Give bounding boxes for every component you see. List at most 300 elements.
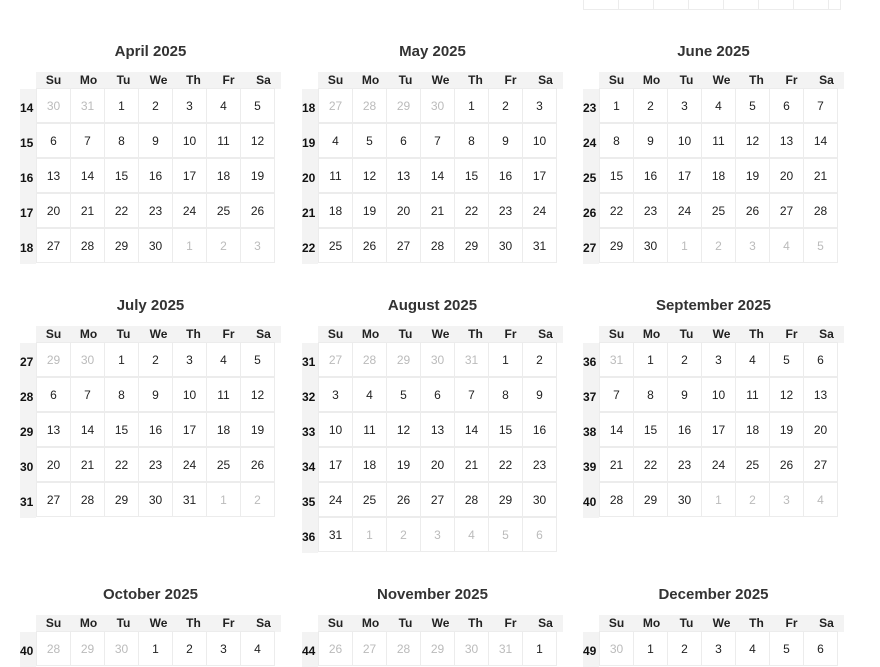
day-cell[interactable]: 21 <box>420 193 455 228</box>
day-cell[interactable]: 20 <box>420 447 455 482</box>
day-cell[interactable]: 2 <box>138 88 173 123</box>
day-cell[interactable]: 10 <box>318 412 353 447</box>
day-cell[interactable]: 4 <box>701 88 736 123</box>
day-cell-outside-month[interactable]: 30 <box>70 342 105 377</box>
day-cell[interactable]: 29 <box>104 228 139 263</box>
day-cell[interactable]: 1 <box>522 631 557 666</box>
day-cell[interactable]: 15 <box>488 412 523 447</box>
weekday-header: Su <box>318 72 353 89</box>
day-cell[interactable]: 14 <box>420 158 455 193</box>
day-cell[interactable]: 19 <box>386 447 421 482</box>
day-cell[interactable]: 20 <box>769 158 804 193</box>
day-cell[interactable]: 24 <box>522 193 557 228</box>
week-row <box>302 194 563 229</box>
day-cell[interactable]: 22 <box>488 447 523 482</box>
day-cell[interactable]: 13 <box>36 158 71 193</box>
week-row <box>583 159 844 194</box>
week-row <box>583 632 844 667</box>
stub-cell <box>759 0 794 10</box>
day-cell[interactable]: 10 <box>172 123 207 158</box>
day-cell-outside-month[interactable]: 2 <box>240 482 275 517</box>
day-cell[interactable]: 30 <box>667 482 702 517</box>
day-cell[interactable]: 9 <box>633 123 668 158</box>
day-cell[interactable]: 5 <box>240 88 275 123</box>
day-cell[interactable]: 26 <box>240 447 275 482</box>
weekday-header-row <box>20 615 281 632</box>
day-cell-outside-month[interactable]: 31 <box>454 342 489 377</box>
day-cell[interactable]: 12 <box>240 123 275 158</box>
week-number: 19 <box>302 124 318 159</box>
day-cell[interactable]: 14 <box>70 412 105 447</box>
weekday-header: Th <box>739 72 774 89</box>
day-cell[interactable]: 3 <box>701 631 736 666</box>
day-cell-outside-month[interactable]: 1 <box>667 228 702 263</box>
day-cell[interactable]: 20 <box>803 412 838 447</box>
day-cell[interactable]: 4 <box>735 342 770 377</box>
day-cell[interactable]: 7 <box>803 88 838 123</box>
day-cell[interactable]: 8 <box>633 377 668 412</box>
day-cell[interactable]: 27 <box>386 228 421 263</box>
day-cell-outside-month[interactable]: 4 <box>769 228 804 263</box>
day-cell[interactable]: 4 <box>206 88 241 123</box>
month-7 <box>20 585 281 667</box>
day-cell[interactable]: 28 <box>70 482 105 517</box>
day-cell-outside-month[interactable]: 1 <box>206 482 241 517</box>
day-cell-outside-month[interactable]: 3 <box>240 228 275 263</box>
day-cell-outside-month[interactable]: 27 <box>352 631 387 666</box>
day-cell[interactable]: 15 <box>104 412 139 447</box>
week-number: 18 <box>20 229 36 264</box>
day-cell[interactable]: 13 <box>420 412 455 447</box>
day-cell[interactable]: 18 <box>318 193 353 228</box>
day-cell[interactable]: 3 <box>318 377 353 412</box>
weekday-header: Th <box>176 72 211 89</box>
day-cell[interactable]: 14 <box>599 412 634 447</box>
day-cell[interactable]: 3 <box>206 631 241 666</box>
day-cell-outside-month[interactable]: 1 <box>701 482 736 517</box>
day-cell[interactable]: 4 <box>352 377 387 412</box>
day-cell[interactable]: 22 <box>104 193 139 228</box>
day-cell-outside-month[interactable]: 2 <box>701 228 736 263</box>
day-cell[interactable]: 1 <box>633 342 668 377</box>
day-cell[interactable]: 11 <box>206 123 241 158</box>
day-cell[interactable]: 22 <box>599 193 634 228</box>
day-cell-outside-month[interactable]: 29 <box>386 342 421 377</box>
week-row <box>20 124 281 159</box>
day-cell-outside-month[interactable]: 30 <box>420 88 455 123</box>
day-cell-outside-month[interactable]: 2 <box>735 482 770 517</box>
weekday-header: We <box>704 615 739 632</box>
day-cell[interactable]: 24 <box>667 193 702 228</box>
weekday-header: Tu <box>106 72 141 89</box>
day-cell[interactable]: 30 <box>138 482 173 517</box>
day-cell[interactable]: 13 <box>36 412 71 447</box>
day-cell[interactable]: 29 <box>633 482 668 517</box>
weekday-header: Su <box>36 72 71 89</box>
day-cell[interactable]: 8 <box>599 123 634 158</box>
day-cell[interactable]: 2 <box>522 342 557 377</box>
day-cell[interactable]: 6 <box>36 123 71 158</box>
day-cell[interactable]: 12 <box>386 412 421 447</box>
day-cell[interactable]: 1 <box>488 342 523 377</box>
day-cell[interactable]: 18 <box>206 412 241 447</box>
day-cell[interactable]: 30 <box>522 482 557 517</box>
day-cell-outside-month[interactable]: 29 <box>36 342 71 377</box>
day-cell[interactable]: 5 <box>386 377 421 412</box>
week-number: 31 <box>20 483 36 518</box>
day-cell[interactable]: 23 <box>488 193 523 228</box>
day-cell[interactable]: 25 <box>206 193 241 228</box>
month-title: June 2025 <box>677 43 750 60</box>
day-cell[interactable]: 18 <box>701 158 736 193</box>
week-number: 37 <box>583 378 599 413</box>
day-cell[interactable]: 16 <box>138 158 173 193</box>
day-cell[interactable]: 6 <box>36 377 71 412</box>
week-number: 16 <box>20 159 36 194</box>
day-cell[interactable]: 15 <box>599 158 634 193</box>
day-cell-outside-month[interactable]: 1 <box>172 228 207 263</box>
weekday-header: Th <box>739 615 774 632</box>
day-cell[interactable]: 24 <box>172 447 207 482</box>
day-cell[interactable]: 25 <box>318 228 353 263</box>
month-grid <box>20 615 281 667</box>
day-cell[interactable]: 9 <box>522 377 557 412</box>
day-cell[interactable]: 28 <box>803 193 838 228</box>
day-cell[interactable]: 15 <box>104 158 139 193</box>
day-cell-outside-month[interactable]: 27 <box>318 342 353 377</box>
day-cell-outside-month[interactable]: 30 <box>104 631 139 666</box>
week-row <box>302 483 563 518</box>
day-cell[interactable]: 4 <box>240 631 275 666</box>
day-cell[interactable]: 6 <box>803 342 838 377</box>
day-cell[interactable]: 25 <box>352 482 387 517</box>
month-title: August 2025 <box>387 297 478 314</box>
day-cell[interactable]: 7 <box>420 123 455 158</box>
day-cell[interactable]: 6 <box>769 88 804 123</box>
day-cell[interactable]: 26 <box>735 193 770 228</box>
day-cell-outside-month[interactable]: 28 <box>352 88 387 123</box>
month-1 <box>20 42 281 264</box>
week-number: 38 <box>583 413 599 448</box>
day-cell[interactable]: 17 <box>318 447 353 482</box>
day-cell[interactable]: 20 <box>386 193 421 228</box>
day-cell[interactable]: 2 <box>667 342 702 377</box>
day-cell[interactable]: 8 <box>454 123 489 158</box>
day-cell[interactable]: 27 <box>769 193 804 228</box>
day-cell[interactable]: 14 <box>454 412 489 447</box>
day-cell[interactable]: 1 <box>633 631 668 666</box>
day-cell[interactable]: 25 <box>735 447 770 482</box>
day-cell[interactable]: 26 <box>386 482 421 517</box>
day-cell[interactable]: 15 <box>633 412 668 447</box>
day-cell-outside-month[interactable]: 27 <box>318 88 353 123</box>
day-cell-outside-month[interactable]: 31 <box>599 342 634 377</box>
weekday-header-row <box>583 72 844 89</box>
day-cell[interactable]: 15 <box>454 158 489 193</box>
day-cell[interactable]: 17 <box>522 158 557 193</box>
week-number-header <box>583 72 599 89</box>
week-row <box>583 448 844 483</box>
day-cell[interactable]: 18 <box>352 447 387 482</box>
day-cell-outside-month[interactable]: 28 <box>36 631 71 666</box>
week-row <box>302 632 563 667</box>
day-cell-outside-month[interactable]: 26 <box>318 631 353 666</box>
day-cell[interactable]: 23 <box>138 193 173 228</box>
month-title: April 2025 <box>114 43 187 60</box>
day-cell[interactable]: 25 <box>206 447 241 482</box>
day-cell[interactable]: 23 <box>138 447 173 482</box>
day-cell[interactable]: 6 <box>803 631 838 666</box>
day-cell-outside-month[interactable]: 3 <box>769 482 804 517</box>
day-cell-outside-month[interactable]: 5 <box>803 228 838 263</box>
day-cell[interactable]: 1 <box>104 342 139 377</box>
day-cell[interactable]: 22 <box>104 447 139 482</box>
day-cell-outside-month[interactable]: 29 <box>386 88 421 123</box>
day-cell[interactable]: 11 <box>318 158 353 193</box>
day-cell[interactable]: 12 <box>735 123 770 158</box>
day-cell[interactable]: 19 <box>240 158 275 193</box>
day-cell[interactable]: 17 <box>701 412 736 447</box>
day-cell[interactable]: 11 <box>206 377 241 412</box>
day-cell[interactable]: 6 <box>386 123 421 158</box>
day-cell[interactable]: 27 <box>36 228 71 263</box>
day-cell[interactable]: 16 <box>633 158 668 193</box>
day-cell[interactable]: 3 <box>522 88 557 123</box>
day-cell[interactable]: 19 <box>735 158 770 193</box>
day-cell[interactable]: 16 <box>522 412 557 447</box>
day-cell[interactable]: 5 <box>769 342 804 377</box>
day-cell[interactable]: 31 <box>522 228 557 263</box>
day-cell-outside-month[interactable]: 30 <box>36 88 71 123</box>
weekday-header: Sa <box>809 72 844 89</box>
day-cell[interactable]: 24 <box>318 482 353 517</box>
day-cell[interactable]: 6 <box>420 377 455 412</box>
day-cell[interactable]: 27 <box>36 482 71 517</box>
day-cell[interactable]: 24 <box>172 193 207 228</box>
day-cell[interactable]: 1 <box>599 88 634 123</box>
weekday-header: Su <box>36 615 71 632</box>
day-cell[interactable]: 20 <box>36 447 71 482</box>
day-cell[interactable]: 11 <box>735 377 770 412</box>
day-cell[interactable]: 26 <box>240 193 275 228</box>
day-cell[interactable]: 27 <box>803 447 838 482</box>
day-cell-outside-month[interactable]: 4 <box>803 482 838 517</box>
day-cell[interactable]: 17 <box>172 158 207 193</box>
day-cell[interactable]: 5 <box>735 88 770 123</box>
day-cell[interactable]: 9 <box>488 123 523 158</box>
day-cell[interactable]: 17 <box>172 412 207 447</box>
day-cell[interactable]: 12 <box>240 377 275 412</box>
weekday-header: Mo <box>71 72 106 89</box>
day-cell[interactable]: 19 <box>352 193 387 228</box>
day-cell[interactable]: 23 <box>522 447 557 482</box>
day-cell[interactable]: 3 <box>701 342 736 377</box>
day-cell[interactable]: 12 <box>352 158 387 193</box>
week-row <box>583 483 844 518</box>
day-cell[interactable]: 3 <box>667 88 702 123</box>
day-cell[interactable]: 3 <box>172 88 207 123</box>
stub-cell <box>619 0 654 10</box>
weekday-header: We <box>141 72 176 89</box>
day-cell[interactable]: 12 <box>769 377 804 412</box>
day-cell[interactable]: 3 <box>172 342 207 377</box>
weekday-header: Mo <box>634 326 669 343</box>
day-cell[interactable]: 2 <box>172 631 207 666</box>
day-cell[interactable]: 8 <box>488 377 523 412</box>
day-cell[interactable]: 10 <box>701 377 736 412</box>
day-cell[interactable]: 19 <box>240 412 275 447</box>
day-cell[interactable]: 10 <box>667 123 702 158</box>
day-cell[interactable]: 22 <box>633 447 668 482</box>
day-cell[interactable]: 30 <box>138 228 173 263</box>
day-cell[interactable]: 1 <box>454 88 489 123</box>
day-cell[interactable]: 2 <box>633 88 668 123</box>
day-cell[interactable]: 29 <box>599 228 634 263</box>
day-cell[interactable]: 8 <box>104 123 139 158</box>
day-cell-outside-month[interactable]: 31 <box>488 631 523 666</box>
weekday-header: Mo <box>634 72 669 89</box>
day-cell[interactable]: 7 <box>599 377 634 412</box>
day-cell[interactable]: 17 <box>667 158 702 193</box>
stub-cell <box>689 0 724 10</box>
day-cell[interactable]: 7 <box>70 377 105 412</box>
day-cell[interactable]: 7 <box>70 123 105 158</box>
week-number: 24 <box>583 124 599 159</box>
day-cell[interactable]: 4 <box>318 123 353 158</box>
day-cell-outside-month[interactable]: 5 <box>488 517 523 552</box>
day-cell[interactable]: 11 <box>352 412 387 447</box>
day-cell-outside-month[interactable]: 6 <box>522 517 557 552</box>
weekday-header: Th <box>176 326 211 343</box>
day-cell[interactable]: 25 <box>701 193 736 228</box>
day-cell-outside-month[interactable]: 30 <box>454 631 489 666</box>
day-cell[interactable]: 16 <box>667 412 702 447</box>
stub-cell <box>654 0 689 10</box>
day-cell[interactable]: 9 <box>667 377 702 412</box>
day-cell[interactable]: 14 <box>70 158 105 193</box>
day-cell-outside-month[interactable]: 30 <box>599 631 634 666</box>
day-cell-outside-month[interactable]: 28 <box>352 342 387 377</box>
day-cell[interactable]: 31 <box>318 517 353 552</box>
day-cell-outside-month[interactable]: 1 <box>352 517 387 552</box>
day-cell[interactable]: 2 <box>488 88 523 123</box>
day-cell[interactable]: 1 <box>104 88 139 123</box>
day-cell[interactable]: 1 <box>138 631 173 666</box>
day-cell[interactable]: 28 <box>599 482 634 517</box>
week-number: 44 <box>302 632 318 667</box>
day-cell-outside-month[interactable]: 30 <box>420 342 455 377</box>
week-row <box>583 378 844 413</box>
week-row <box>20 448 281 483</box>
day-cell[interactable]: 4 <box>206 342 241 377</box>
day-cell[interactable]: 18 <box>206 158 241 193</box>
day-cell[interactable]: 18 <box>735 412 770 447</box>
day-cell[interactable]: 14 <box>803 123 838 158</box>
day-cell[interactable]: 13 <box>803 377 838 412</box>
day-cell[interactable]: 21 <box>454 447 489 482</box>
weekday-header: We <box>141 615 176 632</box>
day-cell[interactable]: 13 <box>386 158 421 193</box>
day-cell[interactable]: 16 <box>138 412 173 447</box>
day-cell[interactable]: 5 <box>352 123 387 158</box>
day-cell[interactable]: 29 <box>104 482 139 517</box>
week-row <box>20 483 281 518</box>
day-cell[interactable]: 21 <box>70 447 105 482</box>
day-cell[interactable]: 7 <box>454 377 489 412</box>
day-cell[interactable]: 28 <box>70 228 105 263</box>
day-cell[interactable]: 19 <box>769 412 804 447</box>
day-cell[interactable]: 21 <box>70 193 105 228</box>
day-cell[interactable]: 27 <box>420 482 455 517</box>
day-cell[interactable]: 28 <box>454 482 489 517</box>
weekday-header: Tu <box>106 326 141 343</box>
day-cell[interactable]: 9 <box>138 377 173 412</box>
day-cell[interactable]: 5 <box>240 342 275 377</box>
day-cell-outside-month[interactable]: 3 <box>735 228 770 263</box>
day-cell[interactable]: 2 <box>138 342 173 377</box>
day-cell-outside-month[interactable]: 31 <box>70 88 105 123</box>
weekday-header: Mo <box>353 326 388 343</box>
day-cell[interactable]: 5 <box>769 631 804 666</box>
day-cell[interactable]: 24 <box>701 447 736 482</box>
day-cell[interactable]: 13 <box>769 123 804 158</box>
day-cell[interactable]: 26 <box>352 228 387 263</box>
day-cell[interactable]: 21 <box>803 158 838 193</box>
weekday-header: Mo <box>71 615 106 632</box>
day-cell[interactable]: 31 <box>172 482 207 517</box>
day-cell[interactable]: 29 <box>454 228 489 263</box>
day-cell[interactable]: 2 <box>667 631 702 666</box>
day-cell-outside-month[interactable]: 2 <box>206 228 241 263</box>
weekday-header: Sa <box>809 615 844 632</box>
day-cell[interactable]: 30 <box>488 228 523 263</box>
day-cell-outside-month[interactable]: 28 <box>386 631 421 666</box>
week-number-header <box>302 326 318 343</box>
weekday-header: Fr <box>774 615 809 632</box>
weekday-header: Mo <box>353 72 388 89</box>
week-number: 32 <box>302 378 318 413</box>
day-cell[interactable]: 10 <box>172 377 207 412</box>
day-cell-outside-month[interactable]: 29 <box>420 631 455 666</box>
day-cell[interactable]: 28 <box>420 228 455 263</box>
day-cell[interactable]: 23 <box>667 447 702 482</box>
day-cell[interactable]: 26 <box>769 447 804 482</box>
weekday-header: Su <box>599 615 634 632</box>
day-cell-outside-month[interactable]: 4 <box>454 517 489 552</box>
day-cell[interactable]: 8 <box>104 377 139 412</box>
day-cell[interactable]: 16 <box>488 158 523 193</box>
day-cell[interactable]: 30 <box>633 228 668 263</box>
day-cell-outside-month[interactable]: 29 <box>70 631 105 666</box>
week-number: 17 <box>20 194 36 229</box>
weekday-header: Su <box>599 326 634 343</box>
day-cell[interactable]: 20 <box>36 193 71 228</box>
day-cell-outside-month[interactable]: 3 <box>420 517 455 552</box>
weekday-header-row <box>302 72 563 89</box>
day-cell[interactable]: 29 <box>488 482 523 517</box>
day-cell[interactable]: 21 <box>599 447 634 482</box>
day-cell[interactable]: 9 <box>138 123 173 158</box>
day-cell[interactable]: 22 <box>454 193 489 228</box>
month-grid <box>583 326 844 518</box>
week-row <box>20 159 281 194</box>
day-cell[interactable]: 4 <box>735 631 770 666</box>
day-cell-outside-month[interactable]: 2 <box>386 517 421 552</box>
day-cell[interactable]: 23 <box>633 193 668 228</box>
week-row <box>302 343 563 378</box>
day-cell[interactable]: 10 <box>522 123 557 158</box>
day-cell[interactable]: 11 <box>701 123 736 158</box>
